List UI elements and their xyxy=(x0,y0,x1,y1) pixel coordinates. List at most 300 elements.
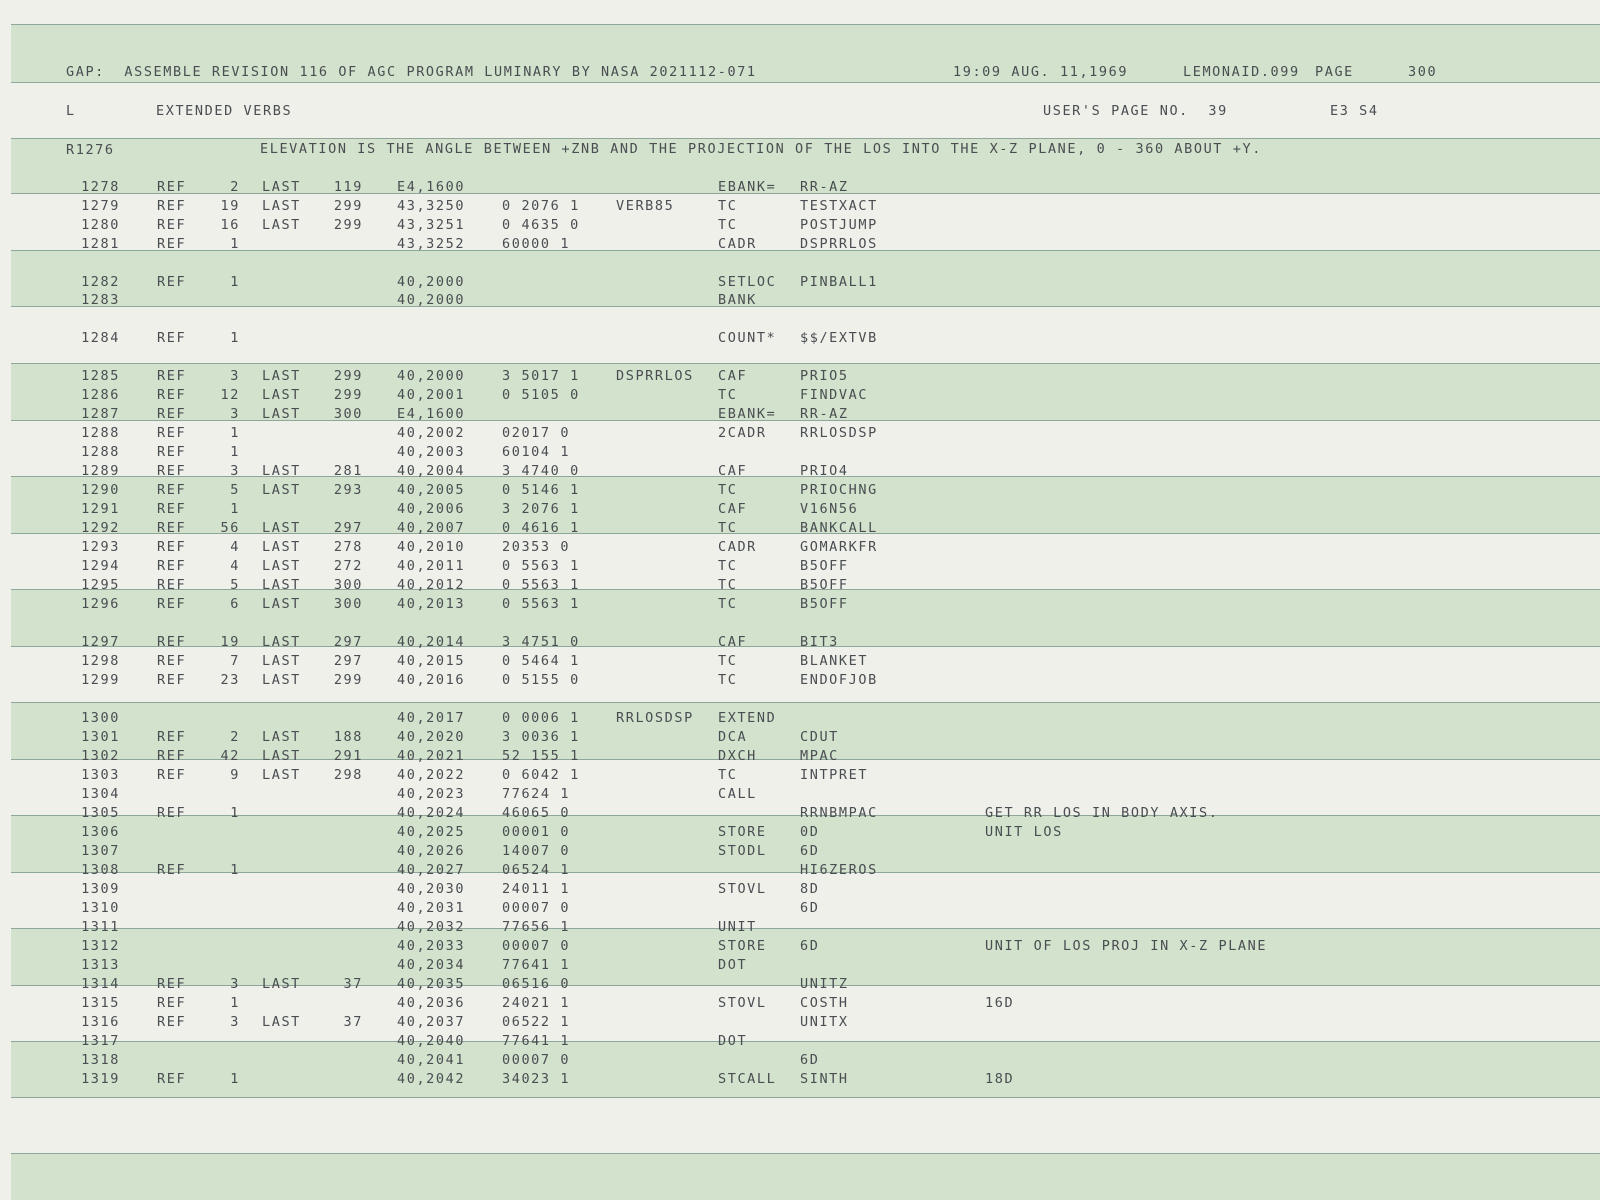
last-line: 272 xyxy=(333,558,363,574)
octal-code: 3 4751 0 xyxy=(502,634,580,650)
last-marker: LAST xyxy=(262,387,301,403)
operand: BIT3 xyxy=(800,634,839,650)
ref-marker: REF xyxy=(157,501,187,517)
octal-code: 0 5105 0 xyxy=(502,387,580,403)
last-marker: LAST xyxy=(262,520,301,536)
last-line: 300 xyxy=(333,406,363,422)
last-marker: LAST xyxy=(262,729,301,745)
ref-count: 3 xyxy=(230,368,240,384)
octal-code: 0 5563 1 xyxy=(502,577,580,593)
ref-count: 1 xyxy=(230,425,240,441)
opcode: CAF xyxy=(718,368,748,384)
opcode: DOT xyxy=(718,957,748,973)
address: 40,2022 xyxy=(397,767,466,783)
octal-code: 0 6042 1 xyxy=(502,767,580,783)
opcode: TC xyxy=(718,520,738,536)
operand: V16N56 xyxy=(800,501,859,517)
line-number: 1299 xyxy=(81,672,120,688)
octal-code: 77656 1 xyxy=(502,919,571,935)
opcode: BANK xyxy=(718,292,757,308)
ref-count: 1 xyxy=(230,995,240,1011)
octal-code: 0 4635 0 xyxy=(502,217,580,233)
divider xyxy=(11,363,1600,364)
last-marker: LAST xyxy=(262,179,301,195)
divider xyxy=(11,1097,1600,1098)
comment-text: ELEVATION IS THE ANGLE BETWEEN +ZNB AND THE PROJECTION OF THE LOS INTO THE X-Z PLANE, 0 - 360 ABOUT +Y. xyxy=(260,141,1262,157)
last-line: 188 xyxy=(333,729,363,745)
ref-marker: REF xyxy=(157,463,187,479)
last-line: 299 xyxy=(333,198,363,214)
address: 40,2012 xyxy=(397,577,466,593)
address: 40,2013 xyxy=(397,596,466,612)
address: 40,2000 xyxy=(397,368,466,384)
opcode: TC xyxy=(718,653,738,669)
line-number: 1282 xyxy=(81,274,120,290)
ref-count: 5 xyxy=(230,482,240,498)
octal-code: 34023 1 xyxy=(502,1071,571,1087)
octal-code: 77641 1 xyxy=(502,1033,571,1049)
ref-count: 3 xyxy=(230,406,240,422)
last-line: 37 xyxy=(343,976,363,992)
address: 40,2010 xyxy=(397,539,466,555)
operand: ENDOFJOB xyxy=(800,672,878,688)
operand: 6D xyxy=(800,900,820,916)
user-page-number: USER'S PAGE NO. 39 xyxy=(1043,103,1228,119)
address: 40,2024 xyxy=(397,805,466,821)
last-marker: LAST xyxy=(262,482,301,498)
opcode: DXCH xyxy=(718,748,757,764)
opcode: EBANK= xyxy=(718,406,777,422)
octal-code: 77641 1 xyxy=(502,957,571,973)
line-number: 1294 xyxy=(81,558,120,574)
address: 40,2006 xyxy=(397,501,466,517)
opcode: TC xyxy=(718,558,738,574)
operand: PRIO5 xyxy=(800,368,849,384)
divider xyxy=(11,138,1600,139)
last-marker: LAST xyxy=(262,767,301,783)
opcode: TC xyxy=(718,672,738,688)
last-line: 291 xyxy=(333,748,363,764)
ref-count: 1 xyxy=(230,501,240,517)
opcode: STOVL xyxy=(718,995,767,1011)
address: 40,2016 xyxy=(397,672,466,688)
opcode: CAF xyxy=(718,634,748,650)
line-number: 1279 xyxy=(81,198,120,214)
address: 40,2034 xyxy=(397,957,466,973)
ref-count: 1 xyxy=(230,1071,240,1087)
opcode: STCALL xyxy=(718,1071,777,1087)
octal-code: 3 2076 1 xyxy=(502,501,580,517)
address: 40,2027 xyxy=(397,862,466,878)
address: 40,2017 xyxy=(397,710,466,726)
ref-count: 1 xyxy=(230,236,240,252)
operand: UNITX xyxy=(800,1014,849,1030)
opcode: DCA xyxy=(718,729,748,745)
address: E4,1600 xyxy=(397,179,466,195)
ref-count: 42 xyxy=(220,748,240,764)
operand: TESTXACT xyxy=(800,198,878,214)
address: 40,2026 xyxy=(397,843,466,859)
last-line: 297 xyxy=(333,634,363,650)
line-number: 1289 xyxy=(81,463,120,479)
opcode: COUNT* xyxy=(718,330,777,346)
ref-count: 12 xyxy=(220,387,240,403)
opcode: STODL xyxy=(718,843,767,859)
comment: UNIT OF LOS PROJ IN X-Z PLANE xyxy=(985,938,1268,954)
octal-code: 06524 1 xyxy=(502,862,571,878)
operand: CDUT xyxy=(800,729,839,745)
line-number: 1312 xyxy=(81,938,120,954)
address: 40,2032 xyxy=(397,919,466,935)
ref-count: 4 xyxy=(230,539,240,555)
line-number: 1302 xyxy=(81,748,120,764)
ref-marker: REF xyxy=(157,767,187,783)
page-title: GAP: ASSEMBLE REVISION 116 OF AGC PROGRAM LUMINARY BY NASA 2021112-071 xyxy=(66,64,757,80)
ref-count: 3 xyxy=(230,1014,240,1030)
octal-code: 00007 0 xyxy=(502,1052,571,1068)
listing-band xyxy=(11,1041,1600,1097)
line-number: 1283 xyxy=(81,292,120,308)
section-tag: E3 S4 xyxy=(1330,103,1379,119)
line-number: 1300 xyxy=(81,710,120,726)
octal-code: 0 5563 1 xyxy=(502,596,580,612)
address: 40,2037 xyxy=(397,1014,466,1030)
footer-band xyxy=(11,1153,1600,1200)
operand: SINTH xyxy=(800,1071,849,1087)
ref-marker: REF xyxy=(157,1071,187,1087)
address: 40,2035 xyxy=(397,976,466,992)
octal-code: 0 2076 1 xyxy=(502,198,580,214)
line-number: 1295 xyxy=(81,577,120,593)
operand: 6D xyxy=(800,1052,820,1068)
symbol-label: DSPRRLOS xyxy=(616,368,694,384)
last-marker: LAST xyxy=(262,653,301,669)
operand: RRNBMPAC xyxy=(800,805,878,821)
address: 40,2015 xyxy=(397,653,466,669)
opcode: TC xyxy=(718,198,738,214)
ref-marker: REF xyxy=(157,1014,187,1030)
octal-code: 60000 1 xyxy=(502,236,571,252)
ref-marker: REF xyxy=(157,976,187,992)
divider xyxy=(11,82,1600,83)
section-title: EXTENDED VERBS xyxy=(156,103,293,119)
address: 40,2014 xyxy=(397,634,466,650)
last-marker: LAST xyxy=(262,577,301,593)
address: 40,2002 xyxy=(397,425,466,441)
operand: 6D xyxy=(800,843,820,859)
divider xyxy=(11,1153,1600,1154)
opcode: SETLOC xyxy=(718,274,777,290)
operand: INTPRET xyxy=(800,767,869,783)
operand: BANKCALL xyxy=(800,520,878,536)
operand: 8D xyxy=(800,881,820,897)
address: 40,2036 xyxy=(397,995,466,1011)
address: 40,2007 xyxy=(397,520,466,536)
comment: 16D xyxy=(985,995,1015,1011)
timestamp: 19:09 AUG. 11,1969 xyxy=(953,64,1129,80)
operand: 6D xyxy=(800,938,820,954)
line-number: 1296 xyxy=(81,596,120,612)
opcode: DOT xyxy=(718,1033,748,1049)
operand: FINDVAC xyxy=(800,387,869,403)
operand: PRIOCHNG xyxy=(800,482,878,498)
last-line: 299 xyxy=(333,368,363,384)
address: 43,3250 xyxy=(397,198,466,214)
operand: B5OFF xyxy=(800,596,849,612)
line-number: 1288 xyxy=(81,425,120,441)
line-number: 1292 xyxy=(81,520,120,536)
line-number: 1286 xyxy=(81,387,120,403)
opcode: CAF xyxy=(718,463,748,479)
address: 40,2005 xyxy=(397,482,466,498)
line-number: 1314 xyxy=(81,976,120,992)
last-line: 300 xyxy=(333,596,363,612)
ref-count: 1 xyxy=(230,862,240,878)
line-number: 1288 xyxy=(81,444,120,460)
last-marker: LAST xyxy=(262,1014,301,1030)
operand: B5OFF xyxy=(800,577,849,593)
ref-marker: REF xyxy=(157,862,187,878)
comment-line-number: R1276 xyxy=(66,142,115,158)
divider xyxy=(11,928,1600,929)
last-line: 299 xyxy=(333,672,363,688)
ref-marker: REF xyxy=(157,729,187,745)
address: 40,2000 xyxy=(397,274,466,290)
operand: B5OFF xyxy=(800,558,849,574)
ref-count: 1 xyxy=(230,330,240,346)
octal-code: 46065 0 xyxy=(502,805,571,821)
ref-count: 23 xyxy=(220,672,240,688)
line-number: 1305 xyxy=(81,805,120,821)
ref-marker: REF xyxy=(157,482,187,498)
page-number: 300 xyxy=(1408,64,1438,80)
divider xyxy=(11,24,1600,25)
line-number: 1311 xyxy=(81,919,120,935)
section-letter: L xyxy=(66,103,76,119)
last-marker: LAST xyxy=(262,406,301,422)
line-number: 1318 xyxy=(81,1052,120,1068)
octal-code: 00007 0 xyxy=(502,900,571,916)
octal-code: 14007 0 xyxy=(502,843,571,859)
address: 40,2001 xyxy=(397,387,466,403)
opcode: UNIT xyxy=(718,919,757,935)
octal-code: 52 155 1 xyxy=(502,748,580,764)
line-number: 1315 xyxy=(81,995,120,1011)
ref-marker: REF xyxy=(157,236,187,252)
operand: RR-AZ xyxy=(800,179,849,195)
line-number: 1298 xyxy=(81,653,120,669)
ref-count: 1 xyxy=(230,805,240,821)
last-marker: LAST xyxy=(262,217,301,233)
opcode: CALL xyxy=(718,786,757,802)
ref-count: 2 xyxy=(230,729,240,745)
opcode: TC xyxy=(718,482,738,498)
line-number: 1304 xyxy=(81,786,120,802)
last-marker: LAST xyxy=(262,558,301,574)
opcode: TC xyxy=(718,217,738,233)
line-number: 1280 xyxy=(81,217,120,233)
octal-code: 60104 1 xyxy=(502,444,571,460)
opcode: STORE xyxy=(718,824,767,840)
address: 43,3252 xyxy=(397,236,466,252)
line-number: 1319 xyxy=(81,1071,120,1087)
octal-code: 06522 1 xyxy=(502,1014,571,1030)
opcode: TC xyxy=(718,387,738,403)
operand: MPAC xyxy=(800,748,839,764)
page-label: PAGE xyxy=(1315,64,1354,80)
line-number: 1281 xyxy=(81,236,120,252)
line-number: 1285 xyxy=(81,368,120,384)
line-number: 1287 xyxy=(81,406,120,422)
octal-code: 0 5464 1 xyxy=(502,653,580,669)
octal-code: 3 0036 1 xyxy=(502,729,580,745)
opcode: 2CADR xyxy=(718,425,767,441)
ref-marker: REF xyxy=(157,995,187,1011)
operand: HI6ZEROS xyxy=(800,862,878,878)
octal-code: 0 0006 1 xyxy=(502,710,580,726)
last-marker: LAST xyxy=(262,672,301,688)
operand: DSPRRLOS xyxy=(800,236,878,252)
line-number: 1303 xyxy=(81,767,120,783)
ref-marker: REF xyxy=(157,330,187,346)
octal-code: 20353 0 xyxy=(502,539,571,555)
ref-count: 19 xyxy=(220,634,240,650)
last-marker: LAST xyxy=(262,596,301,612)
ref-count: 2 xyxy=(230,179,240,195)
ref-count: 7 xyxy=(230,653,240,669)
ref-count: 9 xyxy=(230,767,240,783)
symbol-label: RRLOSDSP xyxy=(616,710,694,726)
address: 40,2025 xyxy=(397,824,466,840)
ref-count: 16 xyxy=(220,217,240,233)
line-number: 1290 xyxy=(81,482,120,498)
address: 40,2033 xyxy=(397,938,466,954)
operand: $$/EXTVB xyxy=(800,330,878,346)
ref-count: 4 xyxy=(230,558,240,574)
last-line: 298 xyxy=(333,767,363,783)
address: 40,2004 xyxy=(397,463,466,479)
opcode: EXTEND xyxy=(718,710,777,726)
ref-count: 5 xyxy=(230,577,240,593)
symbol-label: VERB85 xyxy=(616,198,675,214)
line-number: 1306 xyxy=(81,824,120,840)
address: 40,2041 xyxy=(397,1052,466,1068)
ref-marker: REF xyxy=(157,558,187,574)
ref-marker: REF xyxy=(157,539,187,555)
ref-count: 3 xyxy=(230,976,240,992)
last-marker: LAST xyxy=(262,976,301,992)
divider xyxy=(11,1041,1600,1042)
ref-marker: REF xyxy=(157,198,187,214)
comment: 18D xyxy=(985,1071,1015,1087)
opcode: STOVL xyxy=(718,881,767,897)
opcode: TC xyxy=(718,596,738,612)
opcode: CADR xyxy=(718,236,757,252)
opcode: CADR xyxy=(718,539,757,555)
last-marker: LAST xyxy=(262,198,301,214)
octal-code: 24011 1 xyxy=(502,881,571,897)
address: 40,2031 xyxy=(397,900,466,916)
ref-marker: REF xyxy=(157,653,187,669)
address: E4,1600 xyxy=(397,406,466,422)
octal-code: 0 5155 0 xyxy=(502,672,580,688)
ref-marker: REF xyxy=(157,406,187,422)
operand: RR-AZ xyxy=(800,406,849,422)
last-line: 300 xyxy=(333,577,363,593)
octal-code: 0 4616 1 xyxy=(502,520,580,536)
octal-code: 3 5017 1 xyxy=(502,368,580,384)
divider xyxy=(11,702,1600,703)
last-line: 278 xyxy=(333,539,363,555)
operand: POSTJUMP xyxy=(800,217,878,233)
octal-code: 3 4740 0 xyxy=(502,463,580,479)
comment: GET RR LOS IN BODY AXIS. xyxy=(985,805,1219,821)
opcode: EBANK= xyxy=(718,179,777,195)
last-marker: LAST xyxy=(262,368,301,384)
opcode: STORE xyxy=(718,938,767,954)
ref-marker: REF xyxy=(157,520,187,536)
last-line: 297 xyxy=(333,653,363,669)
ref-marker: REF xyxy=(157,368,187,384)
line-number: 1278 xyxy=(81,179,120,195)
octal-code: 02017 0 xyxy=(502,425,571,441)
ref-count: 56 xyxy=(220,520,240,536)
octal-code: 24021 1 xyxy=(502,995,571,1011)
line-number: 1293 xyxy=(81,539,120,555)
opcode: TC xyxy=(718,767,738,783)
line-number: 1309 xyxy=(81,881,120,897)
opcode: TC xyxy=(718,577,738,593)
last-line: 37 xyxy=(343,1014,363,1030)
address: 40,2020 xyxy=(397,729,466,745)
last-line: 293 xyxy=(333,482,363,498)
line-number: 1313 xyxy=(81,957,120,973)
last-marker: LAST xyxy=(262,634,301,650)
address: 40,2023 xyxy=(397,786,466,802)
line-number: 1310 xyxy=(81,900,120,916)
octal-code: 00007 0 xyxy=(502,938,571,954)
octal-code: 00001 0 xyxy=(502,824,571,840)
operand: GOMARKFR xyxy=(800,539,878,555)
ref-count: 3 xyxy=(230,463,240,479)
octal-code: 06516 0 xyxy=(502,976,571,992)
source-name: LEMONAID.099 xyxy=(1183,64,1300,80)
last-marker: LAST xyxy=(262,463,301,479)
ref-marker: REF xyxy=(157,179,187,195)
ref-marker: REF xyxy=(157,217,187,233)
ref-marker: REF xyxy=(157,634,187,650)
line-number: 1284 xyxy=(81,330,120,346)
ref-count: 1 xyxy=(230,274,240,290)
octal-code: 77624 1 xyxy=(502,786,571,802)
address: 40,2003 xyxy=(397,444,466,460)
ref-count: 6 xyxy=(230,596,240,612)
ref-marker: REF xyxy=(157,274,187,290)
last-line: 297 xyxy=(333,520,363,536)
address: 40,2000 xyxy=(397,292,466,308)
ref-count: 19 xyxy=(220,198,240,214)
ref-marker: REF xyxy=(157,577,187,593)
ref-marker: REF xyxy=(157,387,187,403)
line-number: 1301 xyxy=(81,729,120,745)
line-number: 1297 xyxy=(81,634,120,650)
last-line: 281 xyxy=(333,463,363,479)
ref-marker: REF xyxy=(157,672,187,688)
operand: PRIO4 xyxy=(800,463,849,479)
comment: UNIT LOS xyxy=(985,824,1063,840)
ref-marker: REF xyxy=(157,596,187,612)
last-line: 119 xyxy=(333,179,363,195)
